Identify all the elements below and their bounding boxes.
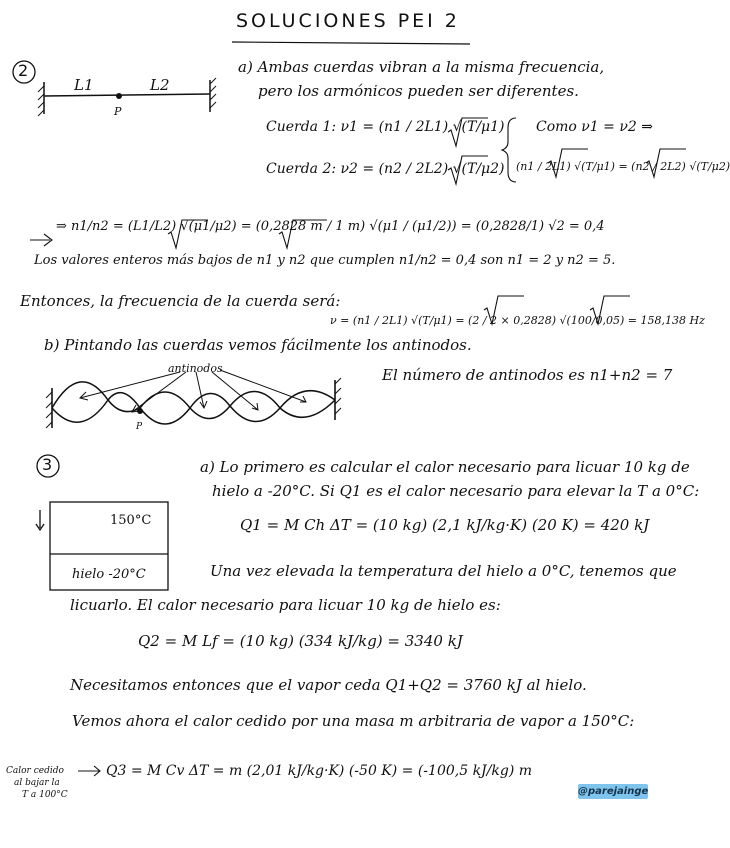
problem-number: 2	[18, 61, 29, 80]
wave-label-p: P	[136, 422, 143, 432]
frequency-equation: ν = (n1 / 2L1) √(T/μ1) = (2 / 2 × 0,2828) √(100/0,05) = 158,138 Hz	[330, 314, 705, 327]
part-a-line-2: pero los armónicos pueden ser diferentes.	[258, 82, 579, 100]
box-top-label: 150°C	[110, 513, 152, 528]
cuerda-2-equation: Cuerda 2: ν2 = (n2 / 2L2) √(T/μ2)	[266, 161, 505, 177]
antinodos-label: antinodos	[168, 362, 223, 375]
problem-number: 3	[42, 455, 53, 474]
side-note-line-3: T a 100°C	[22, 790, 68, 800]
problem3-intro-1: a) Lo primero es calcular el calor necesario para licuar 10 kg de	[200, 458, 690, 476]
ratio-equation: ⇒ n1/n2 = (L1/L2) √(μ1/μ2) = (0,2828 m / 1 m) √(μ1 / (μ1/2)) = (0,2828/1) √2 = 0,4	[56, 219, 605, 234]
side-note-line-1: Calor cedido	[6, 766, 64, 776]
q3-equation: Q3 = M Cv ΔT = m (2,01 kJ/kg·K) (-50 K) = (-100,5 kJ/kg) m	[106, 763, 533, 779]
q2-equation: Q2 = M Lf = (10 kg) (334 kJ/kg) = 3340 kJ	[138, 632, 463, 650]
wave-diagram	[46, 370, 341, 428]
part-b-text: b) Pintando las cuerdas vemos fácilmente los antinodos.	[44, 336, 472, 354]
diagram-label-l1: L1	[74, 76, 94, 94]
lowest-integers-text: Los valores enteros más bajos de n1 y n2 que cumplen n1/n2 = 0,4 son n1 = 2 y n2 = 5.	[34, 253, 616, 268]
vemos-text: Vemos ahora el calor cedido por una masa m arbitraria de vapor a 150°C:	[72, 712, 635, 730]
diagram-label-p: P	[114, 105, 122, 118]
frequency-text: Entonces, la frecuencia de la cuerda será:	[20, 292, 341, 310]
need-text: Necesitamos entonces que el vapor ceda Q1+Q2 = 3760 kJ al hielo.	[70, 676, 587, 694]
page-title: SOLUCIONES PEI 2	[236, 10, 460, 32]
q1-equation: Q1 = M Ch ΔT = (10 kg) (2,1 kJ/kg·K) (20 K) = 420 kJ	[240, 516, 650, 534]
equality-equation: (n1 / 2L1) √(T/μ1) = (n2 / 2L2) √(T/μ2)	[516, 160, 730, 173]
part-a-line-1: a) Ambas cuerdas vibran a la misma frecuencia,	[238, 58, 605, 76]
problem3-cont-2: licuarlo. El calor necesario para licuar 10 kg de hielo es:	[70, 596, 501, 614]
problem3-cont-1: Una vez elevada la temperatura del hielo a 0°C, tenemos que	[210, 562, 677, 580]
string-diagram	[38, 78, 216, 116]
antinodos-count: El número de antinodos es n1+n2 = 7	[382, 366, 673, 384]
cuerda-1-equation: Cuerda 1: ν1 = (n1 / 2L1) √(T/μ1)	[266, 119, 505, 135]
problem3-intro-2: hielo a -20°C. Si Q1 es el calor necesario para elevar la T a 0°C:	[212, 482, 700, 500]
watermark-badge: @parejainge	[578, 786, 649, 797]
como-text: Como ν1 = ν2 ⇒	[536, 119, 653, 135]
box-bottom-label: hielo -20°C	[72, 567, 146, 582]
side-note-line-2: al bajar la	[14, 778, 60, 788]
diagram-label-l2: L2	[150, 76, 170, 94]
